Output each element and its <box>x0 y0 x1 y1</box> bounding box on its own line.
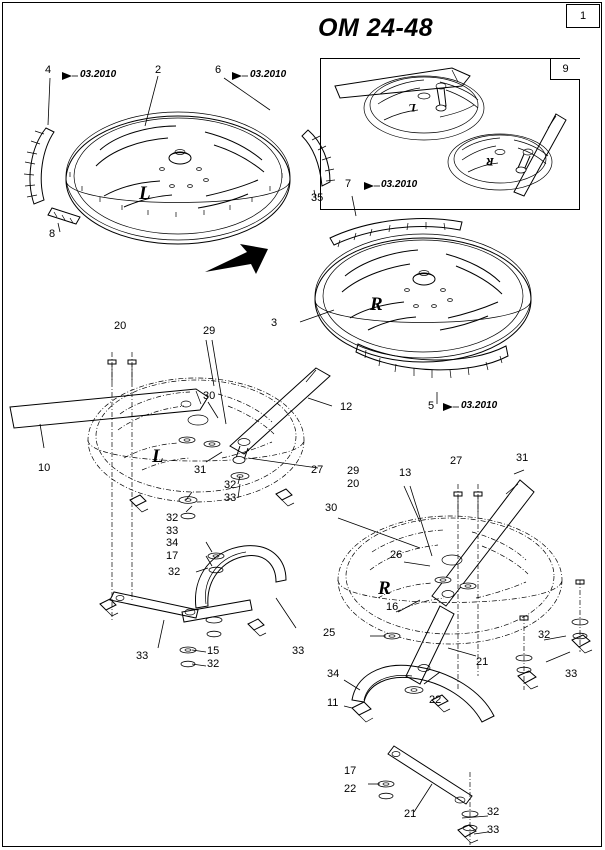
item-number-32-c: 34 <box>166 537 179 549</box>
item-number-31-left: 31 <box>194 464 207 476</box>
page-number-box <box>566 4 600 28</box>
item-number-30-left: 30 <box>203 390 216 402</box>
disc-mark-R-detail: R <box>485 155 494 169</box>
disc-mark-L-detail: L <box>408 101 416 115</box>
item-number-25: 11 <box>327 697 339 709</box>
item-number-6: 6 <box>215 64 222 76</box>
disc-mark-L-middle: L <box>152 446 164 467</box>
date-label-7: 03.2010 <box>381 179 418 190</box>
item-number-27-left: 27 <box>311 464 324 476</box>
item-number-22-right: 32 <box>538 629 551 641</box>
item-number-2: 2 <box>155 64 162 76</box>
item-number-12: 12 <box>340 401 353 413</box>
item-number-26: 25 <box>323 627 336 639</box>
item-number-17-right: 21 <box>404 808 417 820</box>
date-label-4: 03.2010 <box>80 69 117 80</box>
item-number-33-f: 22 <box>344 783 357 795</box>
page-title: OM 24-48 <box>318 14 434 42</box>
item-number-31-right: 26 <box>390 549 403 561</box>
item-number-13: 31 <box>516 452 529 464</box>
page-number: 1 <box>579 10 587 22</box>
item-number-32-a: 32 <box>224 479 237 491</box>
item-number-30-right: 16 <box>386 601 399 613</box>
item-number-20-left: 20 <box>114 320 127 332</box>
date-label-6: 03.2010 <box>250 69 287 80</box>
detail-number-box <box>550 58 580 80</box>
item-number-22-bottom: 32 <box>487 806 500 818</box>
disc-mark-R-top: R <box>370 294 383 315</box>
item-number-35: 35 <box>311 192 324 204</box>
item-number-32-f: 17 <box>344 765 357 777</box>
date-label-5: 03.2010 <box>461 400 498 411</box>
item-number-21-right: 33 <box>565 668 578 680</box>
item-number-34-right: 22 <box>429 694 442 706</box>
disc-mark-R-middle: R <box>378 578 391 599</box>
item-number-15: 33 <box>292 645 305 657</box>
item-number-32-e: 29 <box>347 465 360 477</box>
item-number-32-b: 32 <box>166 512 179 524</box>
item-number-4: 4 <box>45 64 52 76</box>
detail-view-frame <box>320 58 580 210</box>
item-number-8: 8 <box>49 228 56 240</box>
item-number-27-right: 30 <box>325 502 338 514</box>
item-number-17-left: 33 <box>136 650 149 662</box>
item-number-33-c: 17 <box>166 550 179 562</box>
item-number-33-d: 32 <box>207 658 220 670</box>
item-number-7: 7 <box>345 178 352 190</box>
item-number-20-right: 27 <box>450 455 463 467</box>
item-number-34-left: 32 <box>168 566 181 578</box>
detail-number: 9 <box>562 63 569 75</box>
item-number-5: 5 <box>428 400 435 412</box>
item-number-33-a: 33 <box>224 492 237 504</box>
item-number-32-d: 15 <box>207 645 220 657</box>
item-number-33-e: 20 <box>347 478 360 490</box>
disc-mark-L-top: L <box>139 183 151 204</box>
item-number-29-left: 29 <box>203 325 216 337</box>
item-number-29-right: 13 <box>399 467 412 479</box>
item-number-21-bottom: 33 <box>487 824 500 836</box>
item-number-11: 21 <box>476 656 489 668</box>
item-number-33-b: 33 <box>166 525 179 537</box>
item-number-16: 34 <box>327 668 340 680</box>
item-number-10: 10 <box>38 462 51 474</box>
item-number-3: 3 <box>271 317 278 329</box>
